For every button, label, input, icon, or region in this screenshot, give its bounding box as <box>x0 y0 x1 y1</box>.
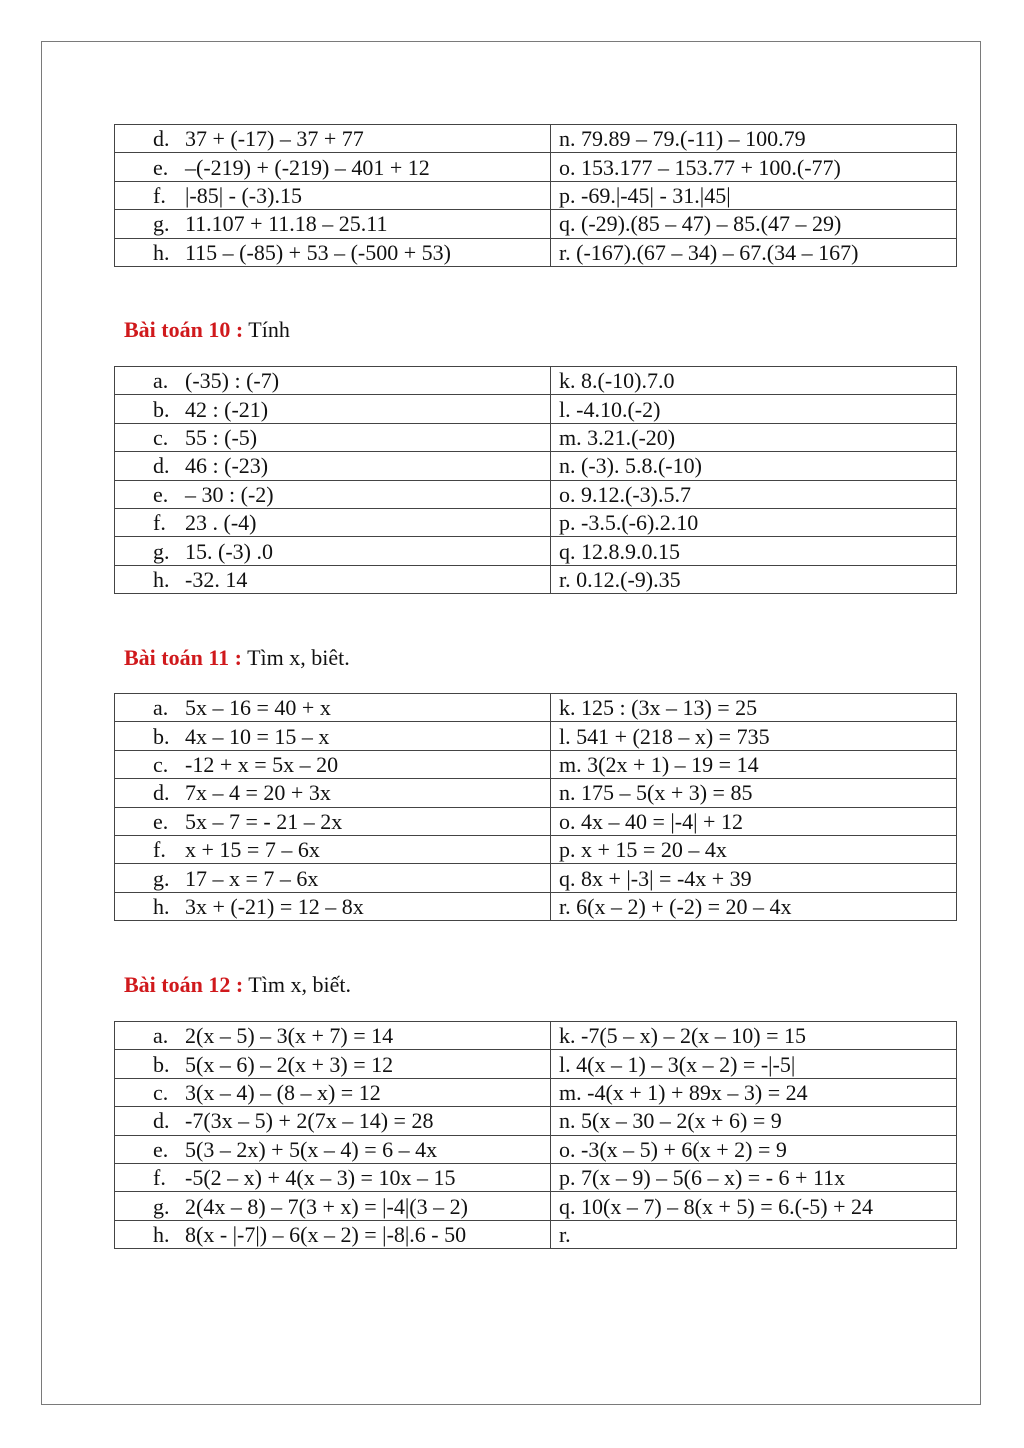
exercise-label: e. <box>153 808 169 834</box>
right-exercise-cell: p. x + 15 = 20 – 4x <box>551 835 957 863</box>
left-exercise-cell <box>115 181 551 209</box>
exercise-label: g. <box>153 865 170 891</box>
exercise-label: g. <box>153 538 170 564</box>
left-exercise-cell <box>115 864 551 892</box>
table-row <box>115 835 957 863</box>
left-exercise-cell <box>115 153 551 181</box>
right-exercise-cell: m. -4(x + 1) + 89x – 3) = 24 <box>551 1078 957 1106</box>
left-exercise-cell <box>115 537 551 565</box>
right-exercise-cell: p. -3.5.(-6).2.10 <box>551 508 957 536</box>
exercise-expression: 2(x – 5) – 3(x + 7) = 14 <box>185 1023 394 1049</box>
left-exercise-cell <box>115 1220 551 1248</box>
left-exercise-cell <box>115 1022 551 1050</box>
left-exercise-cell <box>115 750 551 778</box>
table-row <box>115 153 957 181</box>
right-exercise-cell: r. 6(x – 2) + (-2) = 20 – 4x <box>551 892 957 920</box>
exercise-expression: 4x – 10 = 15 – x <box>185 723 330 749</box>
table-row <box>115 395 957 423</box>
exercise-expression: 23 . (-4) <box>185 510 257 536</box>
table-row <box>115 452 957 480</box>
table-row <box>115 1022 957 1050</box>
table-row <box>115 1078 957 1106</box>
exercise-expression: 2(4x – 8) – 7(3 + x) = |-4|(3 – 2) <box>185 1193 468 1219</box>
table-row <box>115 779 957 807</box>
table-row <box>115 892 957 920</box>
right-exercise-cell: l. 541 + (218 – x) = 735 <box>551 722 957 750</box>
exercise-expression: 3x + (-21) = 12 – 8x <box>185 893 364 919</box>
left-exercise-cell <box>115 1192 551 1220</box>
table-row <box>115 367 957 395</box>
left-exercise-cell <box>115 1078 551 1106</box>
left-exercise-cell <box>115 480 551 508</box>
exercise-table-11 <box>114 693 957 921</box>
right-exercise-cell: l. -4.10.(-2) <box>551 395 957 423</box>
exercise-label: c. <box>153 1079 169 1105</box>
table-row <box>115 508 957 536</box>
left-exercise-cell <box>115 779 551 807</box>
right-exercise-cell: p. 7(x – 9) – 5(6 – x) = - 6 + 11x <box>551 1163 957 1191</box>
left-exercise-cell <box>115 565 551 593</box>
left-exercise-cell <box>115 508 551 536</box>
right-exercise-cell: o. 153.177 – 153.77 + 100.(-77) <box>551 153 957 181</box>
exercise-expression: –(-219) + (-219) – 401 + 12 <box>185 154 430 180</box>
right-exercise-cell: o. 9.12.(-3).5.7 <box>551 480 957 508</box>
problem-12-instruction: Tìm x, biết. <box>243 972 351 997</box>
exercise-expression: -7(3x – 5) + 2(7x – 14) = 28 <box>185 1108 434 1134</box>
exercise-label: h. <box>153 893 170 919</box>
problem-11-heading <box>124 643 350 673</box>
right-exercise-cell: r. (-167).(67 – 34) – 67.(34 – 167) <box>551 238 957 266</box>
table-row <box>115 125 957 153</box>
exercise-expression: 5(3 – 2x) + 5(x – 4) = 6 – 4x <box>185 1136 438 1162</box>
right-exercise-cell: m. 3(2x + 1) – 19 = 14 <box>551 750 957 778</box>
table-row <box>115 565 957 593</box>
table-row <box>115 1135 957 1163</box>
left-exercise-cell <box>115 395 551 423</box>
table-row <box>115 694 957 722</box>
right-exercise-cell: n. 175 – 5(x + 3) = 85 <box>551 779 957 807</box>
exercise-label: d. <box>153 780 170 806</box>
left-exercise-cell <box>115 238 551 266</box>
left-exercise-cell <box>115 835 551 863</box>
exercise-expression: (-35) : (-7) <box>185 368 280 394</box>
left-exercise-cell <box>115 423 551 451</box>
exercise-expression: 3(x – 4) – (8 – x) = 12 <box>185 1079 381 1105</box>
left-exercise-cell <box>115 1135 551 1163</box>
problem-12-heading <box>124 970 351 1000</box>
exercise-expression: 5x – 16 = 40 + x <box>185 695 331 721</box>
exercise-label: b. <box>153 1051 170 1077</box>
exercise-expression: 8(x - |-7|) – 6(x – 2) = |-8|.6 - 50 <box>185 1221 467 1247</box>
left-exercise-cell <box>115 722 551 750</box>
exercise-label: g. <box>153 1193 170 1219</box>
table-row <box>115 537 957 565</box>
problem-11-instruction: Tìm x, biêt. <box>241 645 350 670</box>
problem-12-title: Bài toán 12 : <box>124 972 244 997</box>
problem-11-title: Bài toán 11 : <box>124 645 242 670</box>
exercise-label: b. <box>153 396 170 422</box>
exercise-expression: x + 15 = 7 – 6x <box>185 837 320 863</box>
exercise-expression: 7x – 4 = 20 + 3x <box>185 780 331 806</box>
left-exercise-cell <box>115 1107 551 1135</box>
exercise-expression: 115 – (-85) + 53 – (-500 + 53) <box>185 239 451 265</box>
exercise-expression: 5(x – 6) – 2(x + 3) = 12 <box>185 1051 394 1077</box>
exercise-label: h. <box>153 239 170 265</box>
table-row <box>115 864 957 892</box>
exercise-table-12 <box>114 1021 957 1249</box>
right-exercise-cell: k. -7(5 – x) – 2(x – 10) = 15 <box>551 1022 957 1050</box>
exercise-label: f. <box>153 1165 166 1191</box>
table-row <box>115 181 957 209</box>
problem-10-title: Bài toán 10 : <box>124 317 244 342</box>
exercise-label: e. <box>153 1136 169 1162</box>
right-exercise-cell: q. 10(x – 7) – 8(x + 5) = 6.(-5) + 24 <box>551 1192 957 1220</box>
exercise-expression: – 30 : (-2) <box>185 481 274 507</box>
exercise-label: h. <box>153 1221 170 1247</box>
right-exercise-cell: r. 0.12.(-9).35 <box>551 565 957 593</box>
right-exercise-cell: o. 4x – 40 = |-4| + 12 <box>551 807 957 835</box>
left-exercise-cell <box>115 694 551 722</box>
right-exercise-cell: r. <box>551 1220 957 1248</box>
left-exercise-cell <box>115 367 551 395</box>
problem-10-instruction: Tính <box>243 317 290 342</box>
right-exercise-cell: q. (-29).(85 – 47) – 85.(47 – 29) <box>551 210 957 238</box>
table-row <box>115 1220 957 1248</box>
table-row <box>115 750 957 778</box>
left-exercise-cell <box>115 210 551 238</box>
exercise-expression: 15. (-3) .0 <box>185 538 273 564</box>
right-exercise-cell: k. 125 : (3x – 13) = 25 <box>551 694 957 722</box>
exercise-label: a. <box>153 368 169 394</box>
exercise-expression: 11.107 + 11.18 – 25.11 <box>185 211 388 237</box>
right-exercise-cell: k. 8.(-10).7.0 <box>551 367 957 395</box>
exercise-label: c. <box>153 424 169 450</box>
exercise-expression: 42 : (-21) <box>185 396 269 422</box>
exercise-expression: -12 + x = 5x – 20 <box>185 751 339 777</box>
problem-10-heading <box>124 315 290 345</box>
right-exercise-cell: n. 5(x – 30 – 2(x + 6) = 9 <box>551 1107 957 1135</box>
right-exercise-cell: q. 8x + |-3| = -4x + 39 <box>551 864 957 892</box>
exercise-label: f. <box>153 837 166 863</box>
left-exercise-cell <box>115 125 551 153</box>
table-row <box>115 807 957 835</box>
exercise-expression: |-85| - (-3).15 <box>185 182 302 208</box>
table-row <box>115 480 957 508</box>
exercise-label: d. <box>153 126 170 152</box>
right-exercise-cell: p. -69.|-45| - 31.|45| <box>551 181 957 209</box>
right-exercise-cell: q. 12.8.9.0.15 <box>551 537 957 565</box>
table-row <box>115 1163 957 1191</box>
exercise-table-10 <box>114 366 957 594</box>
right-exercise-cell: n. 79.89 – 79.(-11) – 100.79 <box>551 125 957 153</box>
left-exercise-cell <box>115 452 551 480</box>
exercise-table-9 <box>114 124 957 267</box>
right-exercise-cell: n. (-3). 5.8.(-10) <box>551 452 957 480</box>
exercise-label: b. <box>153 723 170 749</box>
exercise-label: g. <box>153 211 170 237</box>
exercise-label: a. <box>153 1023 169 1049</box>
table-row <box>115 722 957 750</box>
left-exercise-cell <box>115 807 551 835</box>
table-row <box>115 423 957 451</box>
exercise-label: c. <box>153 751 169 777</box>
exercise-expression: 17 – x = 7 – 6x <box>185 865 319 891</box>
left-exercise-cell <box>115 1050 551 1078</box>
left-exercise-cell <box>115 892 551 920</box>
table-row <box>115 238 957 266</box>
left-exercise-cell <box>115 1163 551 1191</box>
table-row <box>115 210 957 238</box>
right-exercise-cell: m. 3.21.(-20) <box>551 423 957 451</box>
exercise-expression: 5x – 7 = - 21 – 2x <box>185 808 343 834</box>
exercise-expression: 46 : (-23) <box>185 453 269 479</box>
right-exercise-cell: l. 4(x – 1) – 3(x – 2) = -|-5| <box>551 1050 957 1078</box>
exercise-expression: -5(2 – x) + 4(x – 3) = 10x – 15 <box>185 1165 456 1191</box>
table-row <box>115 1107 957 1135</box>
exercise-label: f. <box>153 182 166 208</box>
exercise-label: d. <box>153 453 170 479</box>
exercise-label: f. <box>153 510 166 536</box>
exercise-label: a. <box>153 695 169 721</box>
exercise-label: e. <box>153 481 169 507</box>
exercise-label: e. <box>153 154 169 180</box>
exercise-expression: -32. 14 <box>185 566 248 592</box>
exercise-expression: 55 : (-5) <box>185 424 258 450</box>
exercise-expression: 37 + (-17) – 37 + 77 <box>185 126 364 152</box>
table-row <box>115 1050 957 1078</box>
right-exercise-cell: o. -3(x – 5) + 6(x + 2) = 9 <box>551 1135 957 1163</box>
exercise-label: d. <box>153 1108 170 1134</box>
exercise-label: h. <box>153 566 170 592</box>
table-row <box>115 1192 957 1220</box>
